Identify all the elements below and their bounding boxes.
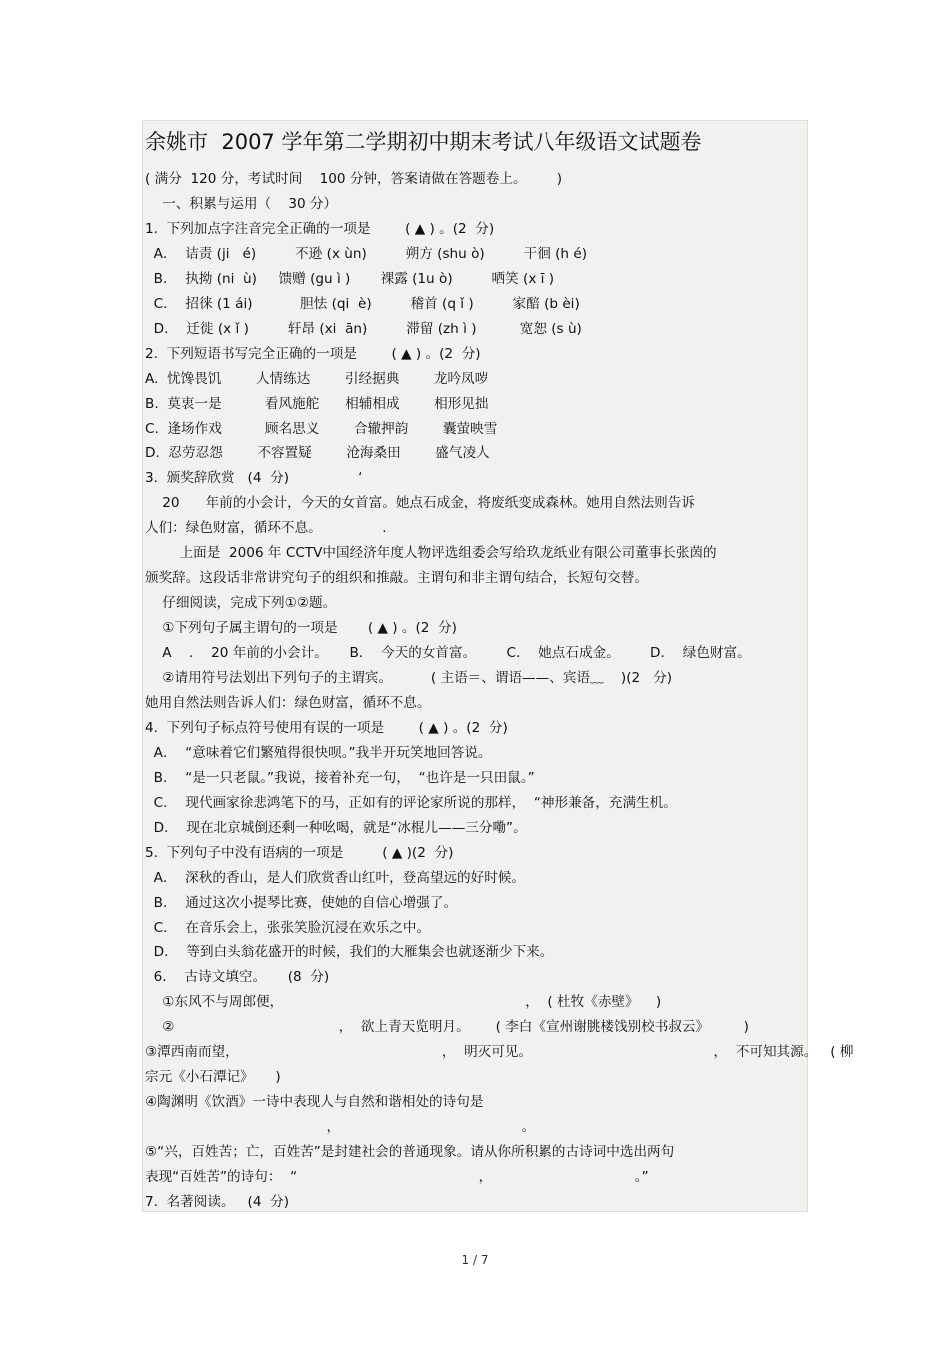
- text-line: ①东风不与周郎便， ， ( 杜牧《赤壁》 ): [145, 994, 662, 1011]
- text-line: C． 招徕 (1 ái) 胆怯 (qi è) 稽首 (q ǐ ) 家醅 (b èi): [145, 295, 580, 312]
- text-line: D. 忍劳忍怨 不容置疑 沧海桑田 盛气凌人: [145, 445, 490, 462]
- text-line: ①下列句子属主谓句的一项是 ( ▲ ) 。(2 分): [145, 620, 457, 637]
- text-line: B． 通过这次小提琴比赛，使她的自信心增强了。: [145, 894, 458, 911]
- text-line: 一、积累与运用（ 30 分）: [145, 195, 338, 212]
- text-line: 她用自然法则告诉人们：绿色财富，循环不息。: [145, 694, 431, 711]
- text-line: ④陶渊明《饮酒》一诗中表现人与自然和谐相处的诗句是: [145, 1094, 484, 1111]
- text-line: 1. 下列加点字注音完全正确的一项是 ( ▲ ) 。(2 分): [145, 220, 495, 237]
- text-line: 2. 下列短语书写完全正确的一项是 ( ▲ ) 。(2 分): [145, 345, 481, 362]
- text-line: C． 在音乐会上，张张笑脸沉浸在欢乐之中。: [145, 919, 431, 936]
- text-line: ( 满分 120 分，考试时间 100 分钟，答案请做在答题卷上。 ): [145, 171, 563, 187]
- text-line: 宗元《小石潭记》 ): [145, 1069, 281, 1086]
- text-line: A ． 20 年前的小会计。 B． 今天的女首富。 C． 她点石成金。 D． 绿色财富。: [145, 645, 751, 662]
- text-line: ② ， 欲上青天览明月。 ( 李白《宣州谢朓楼饯别校书叔云》 ): [145, 1019, 749, 1036]
- text-line: ③潭西南而望， ， 明灭可见。 ， 不可知其源。 ( 柳: [145, 1044, 854, 1061]
- text-line: 人们：绿色财富，循环不息。 .: [145, 520, 387, 537]
- page-number: 1 / 7: [461, 1253, 489, 1267]
- text-line: 仔细阅读，完成下列①②题。: [145, 595, 337, 612]
- text-line: A. 忧馋畏饥 人情练达 引经据典 龙吟凤哕: [145, 370, 489, 387]
- text-line: ⑤“兴，百姓苦；亡，百姓苦”是封建社会的普通现象。请从你所积累的古诗词中选出两句: [145, 1144, 675, 1161]
- text-line: ②请用符号法划出下列句子的主谓宾。 ( 主语＝、谓语——、宾语﹏ )(2 分): [145, 670, 673, 686]
- text-line: A． 深秋的香山，是人们欣赏香山红叶，登高望远的好时候。: [145, 869, 526, 886]
- text-line: 7. 名著阅读。 (4 分): [145, 1193, 290, 1210]
- text-line: 表现“百姓苦”的诗句： “ ， 。”: [145, 1169, 649, 1185]
- text-line: C． 现代画家徐悲鸿笔下的马，正如有的评论家所说的那样， “神形兼备，充满生机。: [145, 794, 677, 811]
- text-line: 20 年前的小会计，今天的女首富。她点石成金，将废纸变成森林。她用自然法则告诉: [145, 495, 695, 512]
- text-line: A． 诘责 (ji é) 不逊 (x ùn) 朔方 (shu ò) 干徊 (h é): [145, 245, 588, 262]
- text-line: 上面是 2006 年 CCTV中国经济年度人物评选组委会写给玖龙纸业有限公司董事长张茵的: [145, 545, 717, 562]
- text-line: D． 迁徙 (x ǐ ) 轩昂 (xi ān) 滞留 (zh ì ) 宽恕 (s ù): [145, 320, 582, 337]
- text-line: D． 现在北京城倒还剩一种吆喝，就是“冰棍儿——三分嘞”。: [145, 819, 527, 836]
- text-line: ， 。: [145, 1119, 536, 1136]
- text-line: 6． 古诗文填空。 (8 分): [145, 969, 330, 986]
- exam-title: 余姚市 2007 学年第二学期初中期末考试八年级语文试题卷: [145, 130, 702, 154]
- text-line: A． “意味着它们繁殖得很快呗。”我半开玩笑地回答说。: [145, 744, 492, 761]
- text-line: C. 逢场作戏 顾名思义 合辙押韵 囊萤映雪: [145, 420, 498, 437]
- text-line: 3. 颁奖辞欣赏 (4 分) ‘: [145, 470, 363, 487]
- text-line: B． 执拗 (ni ù) 馈赠 (gu ì ) 裸露 (1u ò) 哂笑 (x ī ): [145, 270, 555, 287]
- text-line: 5. 下列句子中没有语病的一项是 ( ▲ )(2 分): [145, 844, 454, 861]
- text-line: D． 等到白头翁花盛开的时候，我们的大雁集会也就逐渐少下来。: [145, 944, 554, 961]
- text-line: B． “是一只老鼠。”我说，接着补充一句， “也许是一只田鼠。”: [145, 769, 535, 786]
- text-line: B. 莫衷一是 看风施舵 相辅相成 相形见拙: [145, 395, 489, 412]
- text-line: 颁奖辞。这段话非常讲究句子的组织和推敲。主谓句和非主谓句结合，长短句交替。: [145, 570, 648, 587]
- text-line: 4. 下列句子标点符号使用有误的一项是 ( ▲ ) 。(2 分): [145, 719, 508, 736]
